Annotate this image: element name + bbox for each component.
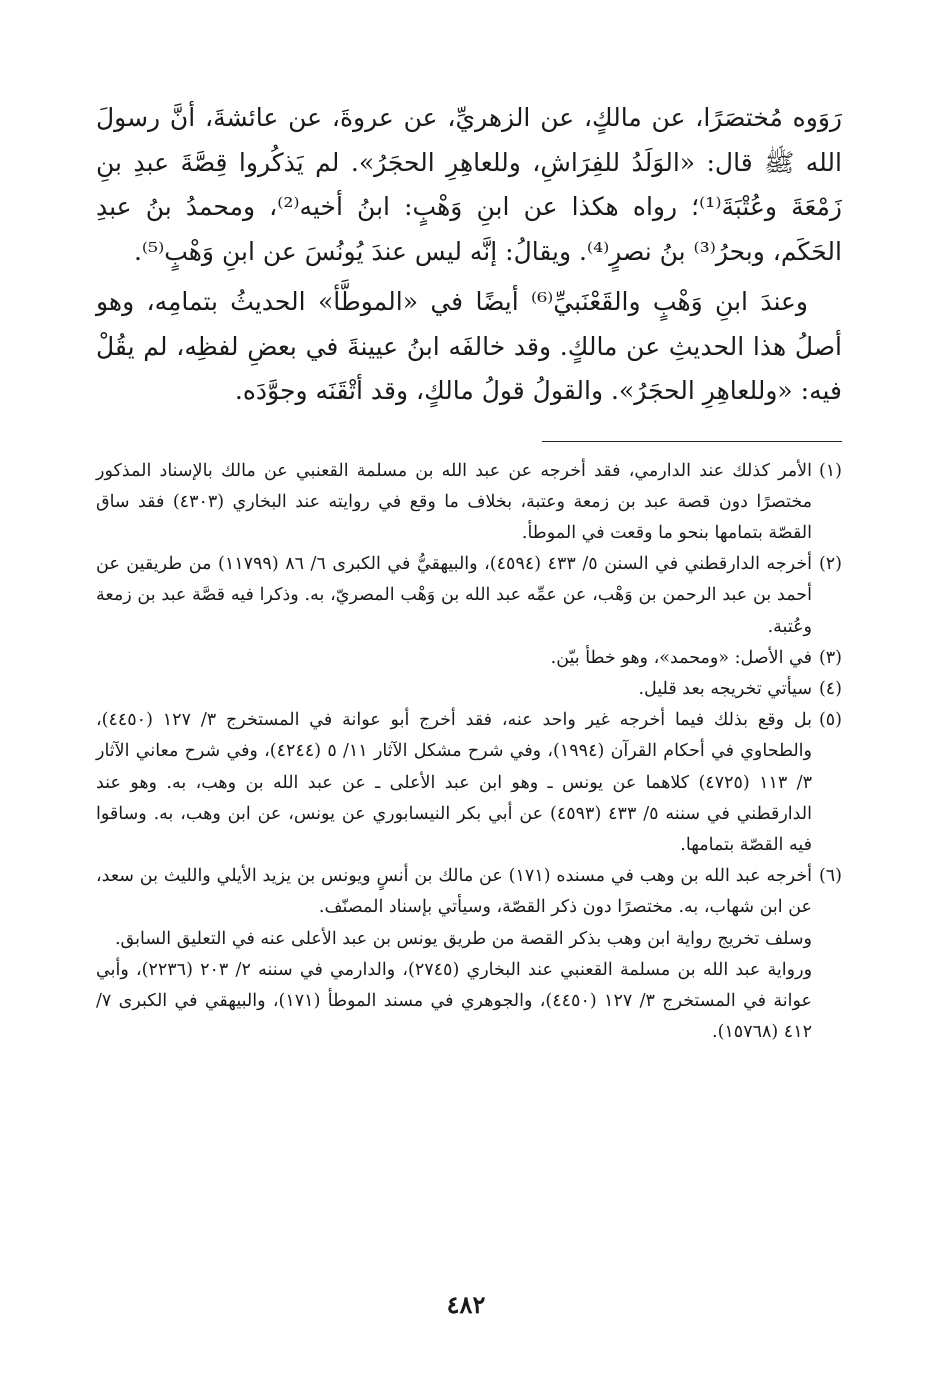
footnotes xyxy=(96,456,842,1049)
footnote-number: (٥) xyxy=(818,710,842,731)
footnote-5 xyxy=(96,705,842,861)
footnote-2 xyxy=(96,549,842,643)
footnote-number: (٣) xyxy=(818,647,842,668)
footnote-number: (١) xyxy=(818,460,842,481)
footnote-text: الأمر كذلك عند الدارمي، فقد أخرجه عن عبد الله بن مسلمة القعنبي عن مالك بالإسناد المذكور مختصرًا دون قصة عبد بن زمعة وعتبة، بخلاف ما وقع في روايته عند البخاري (٤٣٠٣) فقد ساق القصّة بتمامها بنحو ما وقعت في الموطأ. xyxy=(96,460,812,543)
footnote-number: (٢) xyxy=(818,554,842,575)
footnote-6 xyxy=(96,861,842,1048)
page-content xyxy=(96,96,842,1048)
main-text xyxy=(96,96,842,414)
footnote-text: وسلف تخريج رواية ابن وهب بذكر القصة من طريق يونس بن عبد الأعلى عنه في التعليق السابق. xyxy=(114,928,812,949)
footnote-1 xyxy=(96,456,842,550)
footnote-text: في الأصل: «ومحمد»، وهو خطأ بيّن. xyxy=(550,647,812,668)
footnote-text: أخرجه عبد الله بن وهب في مسنده (١٧١) عن مالك بن أنسٍ ويونس بن يزيد الأيلي والليث بن سعد، عن ابن شهاب، به. مختصرًا دون ذكر القصّة، وسيأتي بإسناد المصنّف. xyxy=(96,866,812,918)
page-number: ٤٨٢ xyxy=(446,1290,486,1319)
footnote-3 xyxy=(96,643,842,674)
footnote-text: ورواية عبد الله بن مسلمة القعنبي عند البخاري (٢٧٤٥)، والدارمي في سننه ٢/ ٢٠٣ (٢٢٣٦)، وأبي عوانة في المستخرج ٣/ ١٢٧ (٤٤٥٠)، والجوهري في مسند الموطأ (١٧١)، والبيهقي في الكبرى ٧/ ٤١٢ (١٥٧٦٨). xyxy=(96,959,813,1043)
footnote-number: (٤) xyxy=(818,678,842,699)
footnote-number: (٦) xyxy=(818,866,842,887)
main-paragraph: وعندَ ابنِ وَهْبٍ والقَعْنَبيِّ⁽⁶⁾ أيضًا في «الموطَّأ» الحديثُ بتمامِه، وهو أصلُ هذا الحديثِ عن مالكٍ. وقد خالفَه ابنُ عيينةَ في بعضِ لفظِه، لم يقُلْ فيه: «وللعاهِرِ الحجَرُ». والقولُ قولُ مالكٍ، وقد أتْقَنَه وجوَّدَه. xyxy=(96,287,842,405)
footnote-text: أخرجه الدارقطني في السنن ٥/ ٤٣٣ (٤٥٩٤)، والبيهقيُّ في الكبرى ٦/ ٨٦ (١١٧٩٩) من طريقين عن أحمد بن عبد الرحمن بن وَهْب، عن عمِّه عبد الله بن وَهْب المصريّ، به. وذكرا فيه قصَّة عبد بن زمعة وعُتبة. xyxy=(96,554,812,637)
footnote-text: سيأتي تخريجه بعد قليل. xyxy=(638,678,812,699)
main-paragraph: رَوَوه مُختصَرًا، عن مالكٍ، عن الزهريِّ، عن عروةَ، عن عائشةَ، أنَّ رسولَ الله ﷺ قال: «الوَلَدُ للفِرَاشِ، وللعاهِرِ الحجَرُ». لم يَذكُروا قِصَّةَ عبدِ بنِ زَمْعَةَ وعُتْبَةَ⁽¹⁾؛ رواه هكذا عن ابنِ وَهْبٍ: ابنُ أخيه⁽²⁾، ومحمدُ بنُ عبدِ الحَكَم، وبحرُ⁽³⁾ بنُ نصرٍ⁽⁴⁾. ويقالُ: إنَّه ليس عندَ يُونُسَ عن ابنِ وَهْبٍ⁽⁵⁾. xyxy=(96,103,843,266)
footnote-text: بل وقع بذلك فيما أخرجه غير واحد عنه، فقد أخرج أبو عوانة في المستخرج ٣/ ١٢٧ (٤٤٥٠)، والطحاوي في أحكام القرآن (١٩٩٤)، وفي شرح مشكل الآثار ١١/ ٥ (٤٢٤٤)، وفي شرح معاني الآثار ٣/ ١١٣ (٤٧٢٥) كلاهما عن يونس ـ وهو ابن عبد الأعلى ـ عن عبد الله بن وهب، به. وهو عند الدارقطني في سننه ٥/ ٤٣٣ (٤٥٩٣) عن أبي بكر النيسابوري عن يونس، عن ابن وهب، به. وساقوا فيه القصّة بتمامها. xyxy=(96,710,813,855)
footnote-separator xyxy=(542,441,842,442)
footnote-4 xyxy=(96,674,842,705)
